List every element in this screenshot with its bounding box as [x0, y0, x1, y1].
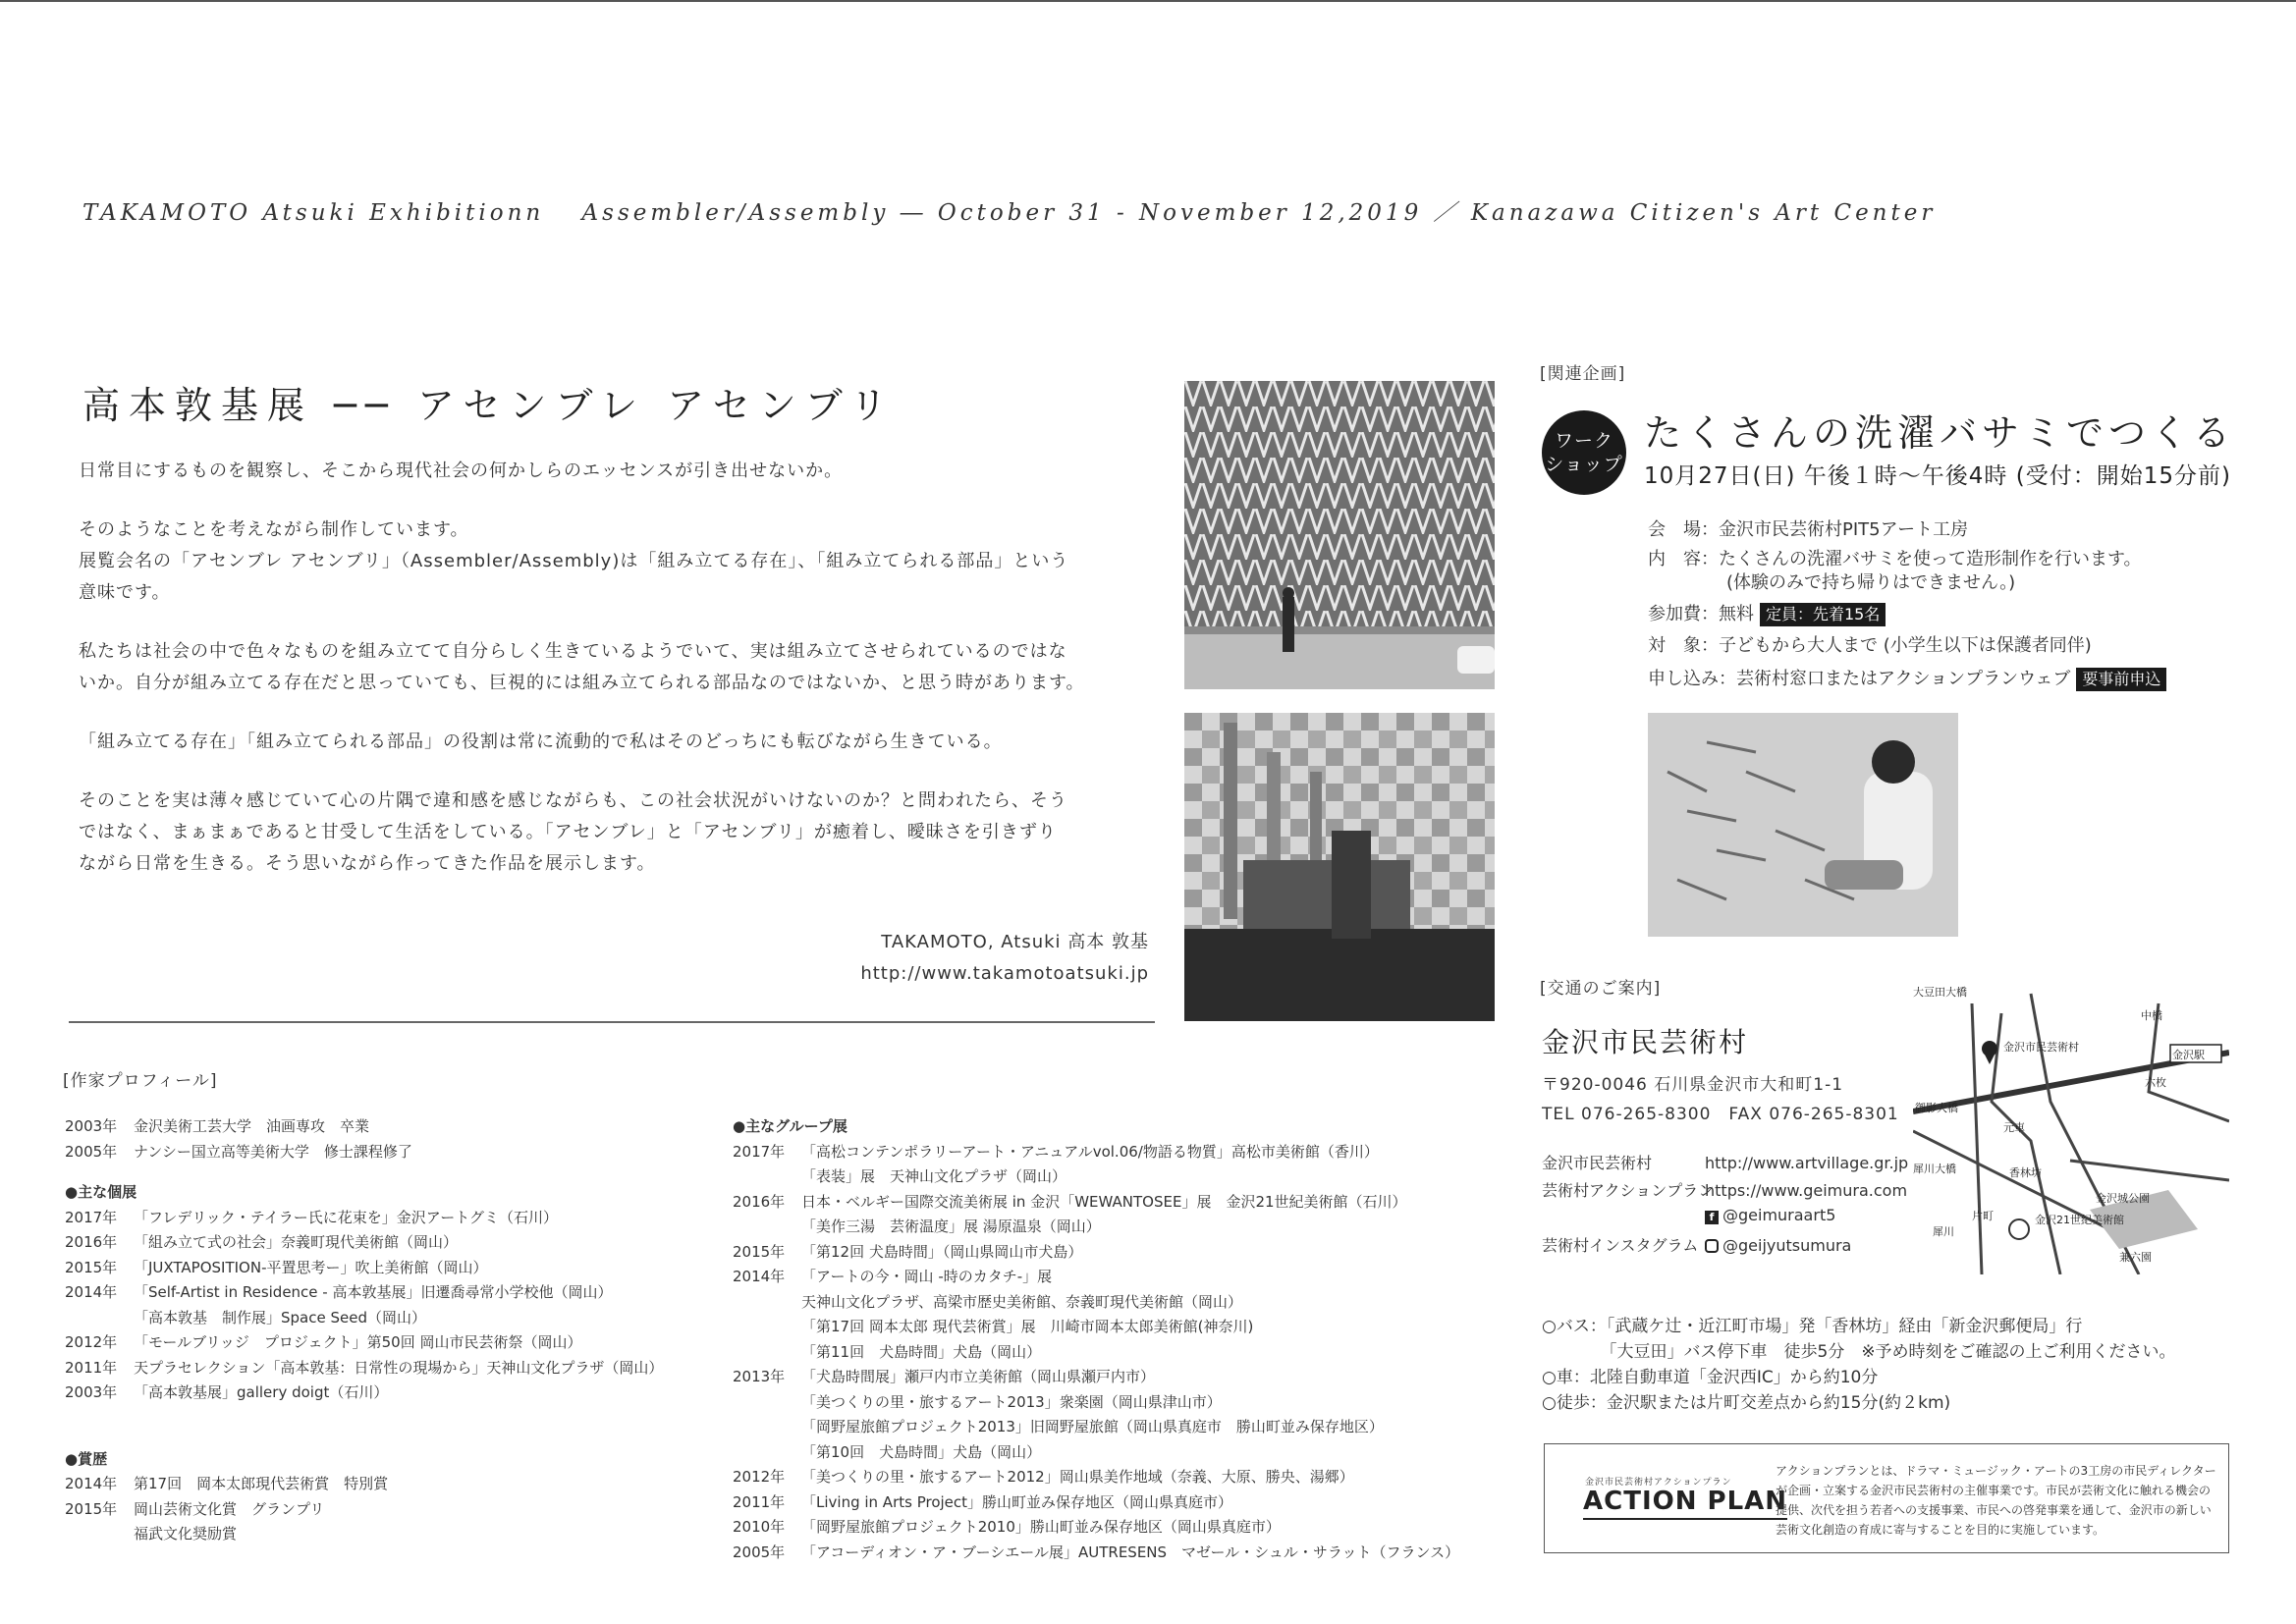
- list-item: 2003年 金沢美術工芸大学 油画専攻 卒業: [65, 1117, 370, 1135]
- action-plan-description: アクションプランとは、ドラマ・ミュージック・アートの3工房の市民ディレクターが企画・立案する金沢市民芸術村の主催事業です。市民が芸術文化に触れる機会の提供、次代を担う若者への支援事業、市民への啓発事業を通して、金沢市の新しい芸術文化創造の育成に寄与することを目的に実施しています。: [1776, 1464, 2216, 1537]
- venue-name: 金沢市民芸術村: [1542, 1026, 1749, 1058]
- access-route: 「大豆田」バス停下車 徒歩5分 ※予め時刻をご確認の上ご利用ください。: [1542, 1342, 2176, 1362]
- list-item: 2011年 天プラセレクション「高本敦基：日常性の現場から」天神山文化プラザ（岡山）: [65, 1358, 664, 1377]
- body-paragraph: そのことを実は薄々感じていて心の片隅で違和感を感じながらも、この社会状況がいけないのか？と問われたら、そう: [79, 790, 1067, 811]
- list-item: 2015年 岡山芸術文化賞 グランプリ: [65, 1499, 325, 1518]
- map-label: 六枚: [2145, 1076, 2166, 1089]
- artist-signature: TAKAMOTO, Atsuki 高本 敦基: [881, 932, 1149, 952]
- body-paragraph: 「組み立てる存在」「組み立てられる部品」の役割は常に流動的で私はそのどっちにも転びながら生きている。: [79, 731, 1003, 752]
- list-item: 「第10回 犬島時間」犬島（岡山）: [801, 1442, 1042, 1461]
- awards-heading: ●賞歴: [65, 1449, 108, 1468]
- action-plan-logo: ACTION PLAN: [1583, 1487, 1787, 1520]
- list-item: 「表装」展 天神山文化プラザ（岡山）: [801, 1167, 1067, 1185]
- list-item: 2014年 「Self-Artist in Residence - 高本敦基展」旧遷喬尋常小学校他（岡山）: [65, 1283, 613, 1301]
- body-paragraph: ではなく、まぁまぁであると甘受して生活をしている。「アセンブレ」と「アセンブリ」が癒着し、曖昧さを引きずり: [79, 822, 1057, 842]
- english-title: TAKAMOTO Atsuki Exhibitionn Assembler/Assembly ― October 31 - November 12,2019 ／ Kanazawa Citizen's Art Center: [82, 200, 1937, 226]
- list-item: 「美作三湯 芸術温度」展 湯原温泉（岡山）: [801, 1218, 1101, 1235]
- list-item: 2015年 「第12回 犬島時間」（岡山県岡山市犬島）: [733, 1242, 1083, 1261]
- list-item: 2013年 「犬島時間展」瀬戸内市立美術館（岡山県瀬戸内市）: [733, 1368, 1156, 1385]
- profile-right-column: [733, 1114, 1459, 1565]
- access-route: ○徒歩：金沢駅または片町交差点から約15分(約２km): [1542, 1393, 1951, 1413]
- list-item: 「第17回 岡本太郎 現代芸術賞」展 川崎市岡本太郎美術館(神奈川): [801, 1318, 1254, 1335]
- access-route: ○車：北陸自動車道「金沢西IC」から約10分: [1542, 1368, 1879, 1387]
- map-label: 御影大橋: [1915, 1102, 1958, 1114]
- related-events-label: [関連企画]: [1540, 364, 1626, 384]
- top-border: [0, 0, 2296, 2]
- list-item: 2014年 第17回 岡本太郎現代芸術賞 特別賞: [65, 1475, 389, 1492]
- list-item: 2003年 「高本敦基展」gallery doigt（石川）: [65, 1383, 389, 1401]
- access-section-label: [交通のご案内]: [1540, 979, 1662, 999]
- body-paragraph: 日常目にするものを観察し、そこから現代社会の何かしらのエッセンスが引き出せないか。: [79, 460, 844, 481]
- map-label: 金沢21世紀美術館: [2035, 1214, 2124, 1226]
- link-instagram[interactable]: 芸術村インスタグラム @geijyutsumura: [1542, 1236, 1852, 1255]
- list-item: 「美つくりの里・旅するアート2013」衆楽園（岡山県津山市）: [801, 1392, 1222, 1411]
- solo-heading: ●主な個展: [65, 1183, 137, 1201]
- body-paragraph: 私たちは社会の中で色々なものを組み立てて自分らしく生きているようでいて、実は組み立てさせられているのではな: [79, 641, 1067, 662]
- map-label: 金沢市民芸術村: [2003, 1041, 2079, 1054]
- exhibition-title: 高本敦基展 ── アセンブレ アセンブリ: [82, 384, 897, 427]
- list-item: 2014年 「アートの今・岡山 -時のカタチ-」展: [733, 1268, 1053, 1285]
- workshop-content: 内 容：たくさんの洗濯バサミを使って造形制作を行います。: [1648, 549, 2142, 569]
- workshop-photo: [1648, 713, 1958, 937]
- list-item: 2016年 「組み立て式の社会」奈義町現代美術館（岡山）: [65, 1233, 459, 1251]
- body-paragraph: 意味です。: [79, 582, 171, 603]
- list-item: 2015年 「JUXTAPOSITION-平置思考ー」吹上美術館（岡山）: [65, 1258, 488, 1276]
- map-label: 元車: [2003, 1121, 2025, 1134]
- list-item: 天神山文化プラザ、高梁市歴史美術館、奈義町現代美術館（岡山）: [801, 1292, 1242, 1311]
- access-route: ○バス：「武蔵ケ辻・近江町市場」発「香林坊」経由「新金沢郵便局」行: [1542, 1317, 2083, 1336]
- list-item: 2012年 「モールブリッジ プロジェクト」第50回 岡山市民芸術祭（岡山）: [65, 1333, 582, 1351]
- list-item: 2005年 ナンシー国立高等美術大学 修士課程修了: [65, 1142, 412, 1161]
- workshop-target: 対 象：子どもから大人まで (小学生以下は保護者同伴): [1648, 635, 2092, 656]
- action-plan-small-label: 金沢市民芸術村アクションプラン: [1585, 1478, 1732, 1488]
- list-item: 2017年 「高松コンテンポラリーアート・アニュアルvol.06/物語る物質」高松市美術館（香川）: [733, 1142, 1379, 1161]
- map-label: 犀川: [1933, 1225, 1954, 1238]
- venue-phone: TEL 076-265-8300 FAX 076-265-8301: [1542, 1105, 1899, 1124]
- map-label: 金沢城公園: [2096, 1192, 2150, 1205]
- map-label: 中橋: [2141, 1009, 2162, 1022]
- section-divider: [69, 1021, 1155, 1023]
- artwork-photo-factory-checker: [1184, 713, 1495, 1021]
- list-item: 2012年 「美つくりの里・旅するアート2012」岡山県美作地域（奈義、大原、勝央、湯郷）: [733, 1468, 1354, 1486]
- reservation-tag: 要事前申込: [2076, 668, 2166, 691]
- access-map: [1913, 984, 2229, 1274]
- map-label: 大豆田大橋: [1913, 986, 1967, 999]
- list-item: 2017年 「フレデリック・テイラー氏に花束を」金沢アートグミ（石川）: [65, 1208, 559, 1226]
- capacity-tag: 定員：先着15名: [1760, 603, 1886, 626]
- group-heading: ●主なグループ展: [733, 1117, 847, 1135]
- list-item: 福武文化奨励賞: [134, 1525, 238, 1543]
- map-label: 香林坊: [2009, 1166, 2042, 1179]
- workshop-apply: 申し込み：芸術村窓口またはアクションプランウェブ 要事前申込: [1648, 668, 2166, 691]
- body-paragraph: 展覧会名の「アセンブレ アセンブリ」（Assembler/Assembly)は「組み立てる存在」、「組み立てられる部品」という: [79, 551, 1069, 571]
- venue-address: 〒920-0046 石川県金沢市大和町1-1: [1542, 1075, 1844, 1095]
- body-paragraph: ながら日常を生きる。そう思いながら作ってきた作品を展示します。: [79, 853, 656, 874]
- map-label: 片町: [1972, 1210, 1994, 1222]
- list-item: 2011年 「Living in Arts Project」勝山町並み保存地区（岡山県真庭市）: [733, 1492, 1233, 1511]
- artwork-photo-clothespin-wall: [1184, 381, 1495, 689]
- workshop-content-note: (体験のみで持ち帰りはできません。): [1726, 572, 2016, 593]
- list-item: 「岡野屋旅館プロジェクト2013」旧岡野屋旅館（岡山県真庭市 勝山町並み保存地区）: [801, 1418, 1384, 1435]
- workshop-badge: ワーク ショップ: [1542, 410, 1626, 495]
- workshop-place: 会 場：金沢市民芸術村PIT5アート工房: [1648, 519, 1969, 540]
- map-label: 犀川大橋: [1913, 1163, 1956, 1175]
- list-item: 「高本敦基 制作展」Space Seed（岡山）: [134, 1308, 426, 1326]
- profile-section-label: [作家プロフィール]: [63, 1071, 218, 1091]
- list-item: 2010年 「岡野屋旅館プロジェクト2010」勝山町並み保存地区（岡山県真庭市）: [733, 1518, 1281, 1536]
- list-item: 2016年 日本・ベルギー国際交流美術展 in 金沢「WEWANTOSEE」展 金沢21世紀美術館（石川）: [733, 1192, 1407, 1211]
- map-label: 兼六園: [2119, 1251, 2152, 1264]
- link-geimura[interactable]: 芸術村アクションプランhttps://www.geimura.com: [1542, 1181, 1908, 1200]
- instagram-icon: [1705, 1239, 1719, 1253]
- workshop-fee: 参加費：無料 定員：先着15名: [1648, 603, 1886, 626]
- artist-website-link[interactable]: http://www.takamotoatsuki.jp: [860, 963, 1149, 984]
- map-label: 金沢駅: [2172, 1049, 2205, 1061]
- body-paragraph: いか。自分が組み立てる存在だと思っていても、巨視的には組み立てられる部品なのではないか、と思う時があります。: [79, 673, 1085, 693]
- link-facebook[interactable]: f @geimuraart5: [1542, 1206, 1835, 1224]
- workshop-date: 10月27日(日) 午後１時〜午後4時 (受付：開始15分前): [1644, 463, 2231, 489]
- body-paragraph: そのようなことを考えながら制作しています。: [79, 519, 469, 540]
- facebook-icon: f: [1705, 1211, 1719, 1224]
- profile-left-column: [65, 1114, 663, 1547]
- link-artvillage[interactable]: 金沢市民芸術村 http://www.artvillage.gr.jp: [1542, 1154, 1909, 1172]
- workshop-title: たくさんの洗濯バサミでつくる: [1644, 411, 2236, 455]
- list-item: 2005年 「アコーディオン・ア・ブーシエール展」AUTRESENS マゼール・シュル・サラット（フランス）: [733, 1543, 1460, 1561]
- list-item: 「第11回 犬島時間」犬島（岡山）: [801, 1342, 1042, 1361]
